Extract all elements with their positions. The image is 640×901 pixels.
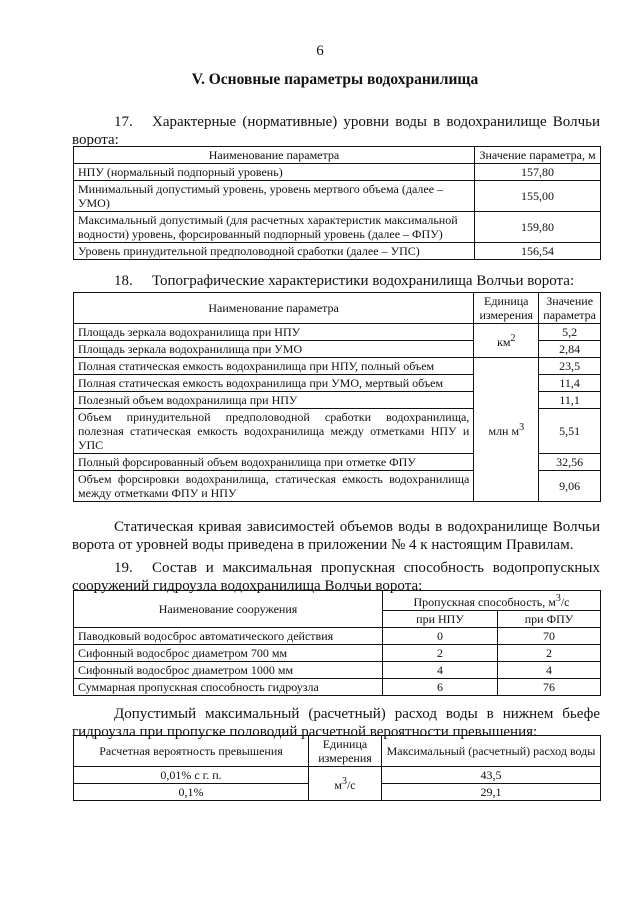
table-row bbox=[74, 628, 601, 645]
table-cell: 4 bbox=[383, 662, 498, 679]
table-header-cell bbox=[383, 591, 601, 611]
unit-cell bbox=[309, 767, 382, 801]
water-levels-table bbox=[73, 146, 601, 260]
unit-cell bbox=[474, 324, 539, 358]
unit-superscript: 3 bbox=[519, 422, 525, 433]
table-row bbox=[74, 679, 601, 696]
table-header-cell: Расчетная вероятность превышения bbox=[74, 736, 309, 767]
unit-cell bbox=[474, 358, 539, 502]
spillway-capacity-table bbox=[73, 590, 601, 696]
unit-superscript: 2 bbox=[510, 333, 516, 344]
table-header-cell: при НПУ bbox=[383, 611, 498, 628]
table-cell: Сифонный водосброс диаметром 1000 мм bbox=[74, 662, 383, 679]
table-cell: 0,01% с г. п. bbox=[74, 767, 309, 784]
table-row bbox=[74, 767, 601, 784]
table-cell: 23,5 bbox=[539, 358, 601, 375]
table-cell: 32,56 bbox=[539, 454, 601, 471]
table-cell: 156,54 bbox=[475, 243, 601, 260]
table-cell: 2 bbox=[498, 645, 601, 662]
unit-text-tail: /с bbox=[346, 778, 356, 792]
unit-text: м bbox=[334, 778, 342, 792]
paragraph-text: Состав и максимальная пропускная способность водопропускных сооружений гидроузла водохранилища Волчьи ворота: bbox=[72, 560, 600, 594]
table-cell: 11,4 bbox=[539, 375, 601, 392]
table-row bbox=[74, 645, 601, 662]
table-cell: Объем форсировки водохранилища, статическая емкость водохранилища между отметками ФПУ и НПУ bbox=[74, 471, 474, 502]
table-cell: Суммарная пропускная способность гидроузла bbox=[74, 679, 383, 696]
table-cell: Полный форсированный объем водохранилища при отметке ФПУ bbox=[74, 454, 474, 471]
header-text-tail: /с bbox=[560, 595, 570, 609]
table-cell: 157,80 bbox=[475, 164, 601, 181]
table-cell: Полезный объем водохранилища при НПУ bbox=[74, 392, 474, 409]
table-row bbox=[74, 243, 601, 260]
table-header-cell: Наименование параметра bbox=[74, 147, 475, 164]
table-cell: Полная статическая емкость водохранилища при НПУ, полный объем bbox=[74, 358, 474, 375]
table-cell: 11,1 bbox=[539, 392, 601, 409]
paragraph-static-curve: Статическая кривая зависимостей объемов воды в водохранилище Волчьи ворота от уровней воды приведена в приложении № 4 к настоящим Правилам. bbox=[72, 519, 600, 553]
table-header-row bbox=[74, 147, 601, 164]
table-row bbox=[74, 324, 601, 341]
table-cell: 159,80 bbox=[475, 212, 601, 243]
table-row bbox=[74, 662, 601, 679]
paragraph-number: 18. bbox=[114, 273, 133, 289]
table-cell: НПУ (нормальный подпорный уровень) bbox=[74, 164, 475, 181]
paragraph-number: 17. bbox=[114, 114, 133, 130]
table-header-row bbox=[74, 736, 601, 767]
table-row bbox=[74, 358, 601, 375]
table-cell: 6 bbox=[383, 679, 498, 696]
paragraph-text: Топографические характеристики водохранилища Волчьи ворота: bbox=[152, 273, 575, 289]
paragraph-17 bbox=[72, 113, 600, 149]
table-cell: Уровень принудительной предполоводной сработки (далее – УПС) bbox=[74, 243, 475, 260]
table-header-row bbox=[74, 293, 601, 324]
paragraph-discharge: Допустимый максимальный (расчетный) расход воды в нижнем бьефе гидроузла при пропуске половодий расчетной вероятности превышения: bbox=[72, 706, 600, 740]
table-cell: 43,5 bbox=[382, 767, 601, 784]
paragraph-number: 19. bbox=[114, 560, 133, 576]
discharge-table bbox=[73, 735, 601, 801]
table-row bbox=[74, 181, 601, 212]
table-cell: Минимальный допустимый уровень, уровень мертвого объема (далее – УМО) bbox=[74, 181, 475, 212]
table-cell: Максимальный допустимый (для расчетных характеристик максимальной водности) уровень, форсированный подпорный уровень (далее – ФПУ) bbox=[74, 212, 475, 243]
table-cell: Площадь зеркала водохранилища при УМО bbox=[74, 341, 474, 358]
table-cell: 5,2 bbox=[539, 324, 601, 341]
topographic-table bbox=[73, 292, 601, 502]
table-cell: 9,06 bbox=[539, 471, 601, 502]
table-cell: Полная статическая емкость водохранилища при УМО, мертвый объем bbox=[74, 375, 474, 392]
table-cell: Площадь зеркала водохранилища при НПУ bbox=[74, 324, 474, 341]
table-header-cell: Единица измерения bbox=[474, 293, 539, 324]
unit-text: млн м bbox=[488, 424, 520, 438]
table-cell: Паводковый водосброс автоматического действия bbox=[74, 628, 383, 645]
table-row bbox=[74, 212, 601, 243]
unit-superscript: 3 bbox=[341, 776, 347, 787]
paragraph-text: Характерные (нормативные) уровни воды в водохранилище Волчьи ворота: bbox=[72, 114, 600, 148]
table-cell: Объем принудительной предполоводной сработки водохранилища, полезная статическая емкость водохранилища между отметками НПУ и УПС bbox=[74, 409, 474, 454]
table-header-cell: Единица измерения bbox=[309, 736, 382, 767]
table-cell: 4 bbox=[498, 662, 601, 679]
unit-superscript: 3 bbox=[555, 593, 561, 604]
unit-text: км bbox=[497, 335, 511, 349]
table-cell: 155,00 bbox=[475, 181, 601, 212]
table-cell: 0,1% bbox=[74, 784, 309, 801]
table-header-cell: Наименование сооружения bbox=[74, 591, 383, 628]
table-cell: 76 bbox=[498, 679, 601, 696]
section-title: V. Основные параметры водохранилища bbox=[191, 71, 479, 88]
page-number: 6 bbox=[316, 43, 324, 59]
table-cell: 5,51 bbox=[539, 409, 601, 454]
table-header-cell: Значение параметра bbox=[539, 293, 601, 324]
table-header-cell: Значение параметра, м bbox=[475, 147, 601, 164]
table-cell: 2,84 bbox=[539, 341, 601, 358]
paragraph-18 bbox=[72, 272, 600, 290]
table-header-row bbox=[74, 591, 601, 611]
table-cell: 2 bbox=[383, 645, 498, 662]
table-cell: 70 bbox=[498, 628, 601, 645]
table-header-cell: при ФПУ bbox=[498, 611, 601, 628]
table-cell: 0 bbox=[383, 628, 498, 645]
table-cell: 29,1 bbox=[382, 784, 601, 801]
table-header-cell: Максимальный (расчетный) расход воды bbox=[382, 736, 601, 767]
table-header-cell: Наименование параметра bbox=[74, 293, 474, 324]
table-row bbox=[74, 164, 601, 181]
table-cell: Сифонный водосброс диаметром 700 мм bbox=[74, 645, 383, 662]
header-text: Пропускная способность, м bbox=[413, 595, 556, 609]
